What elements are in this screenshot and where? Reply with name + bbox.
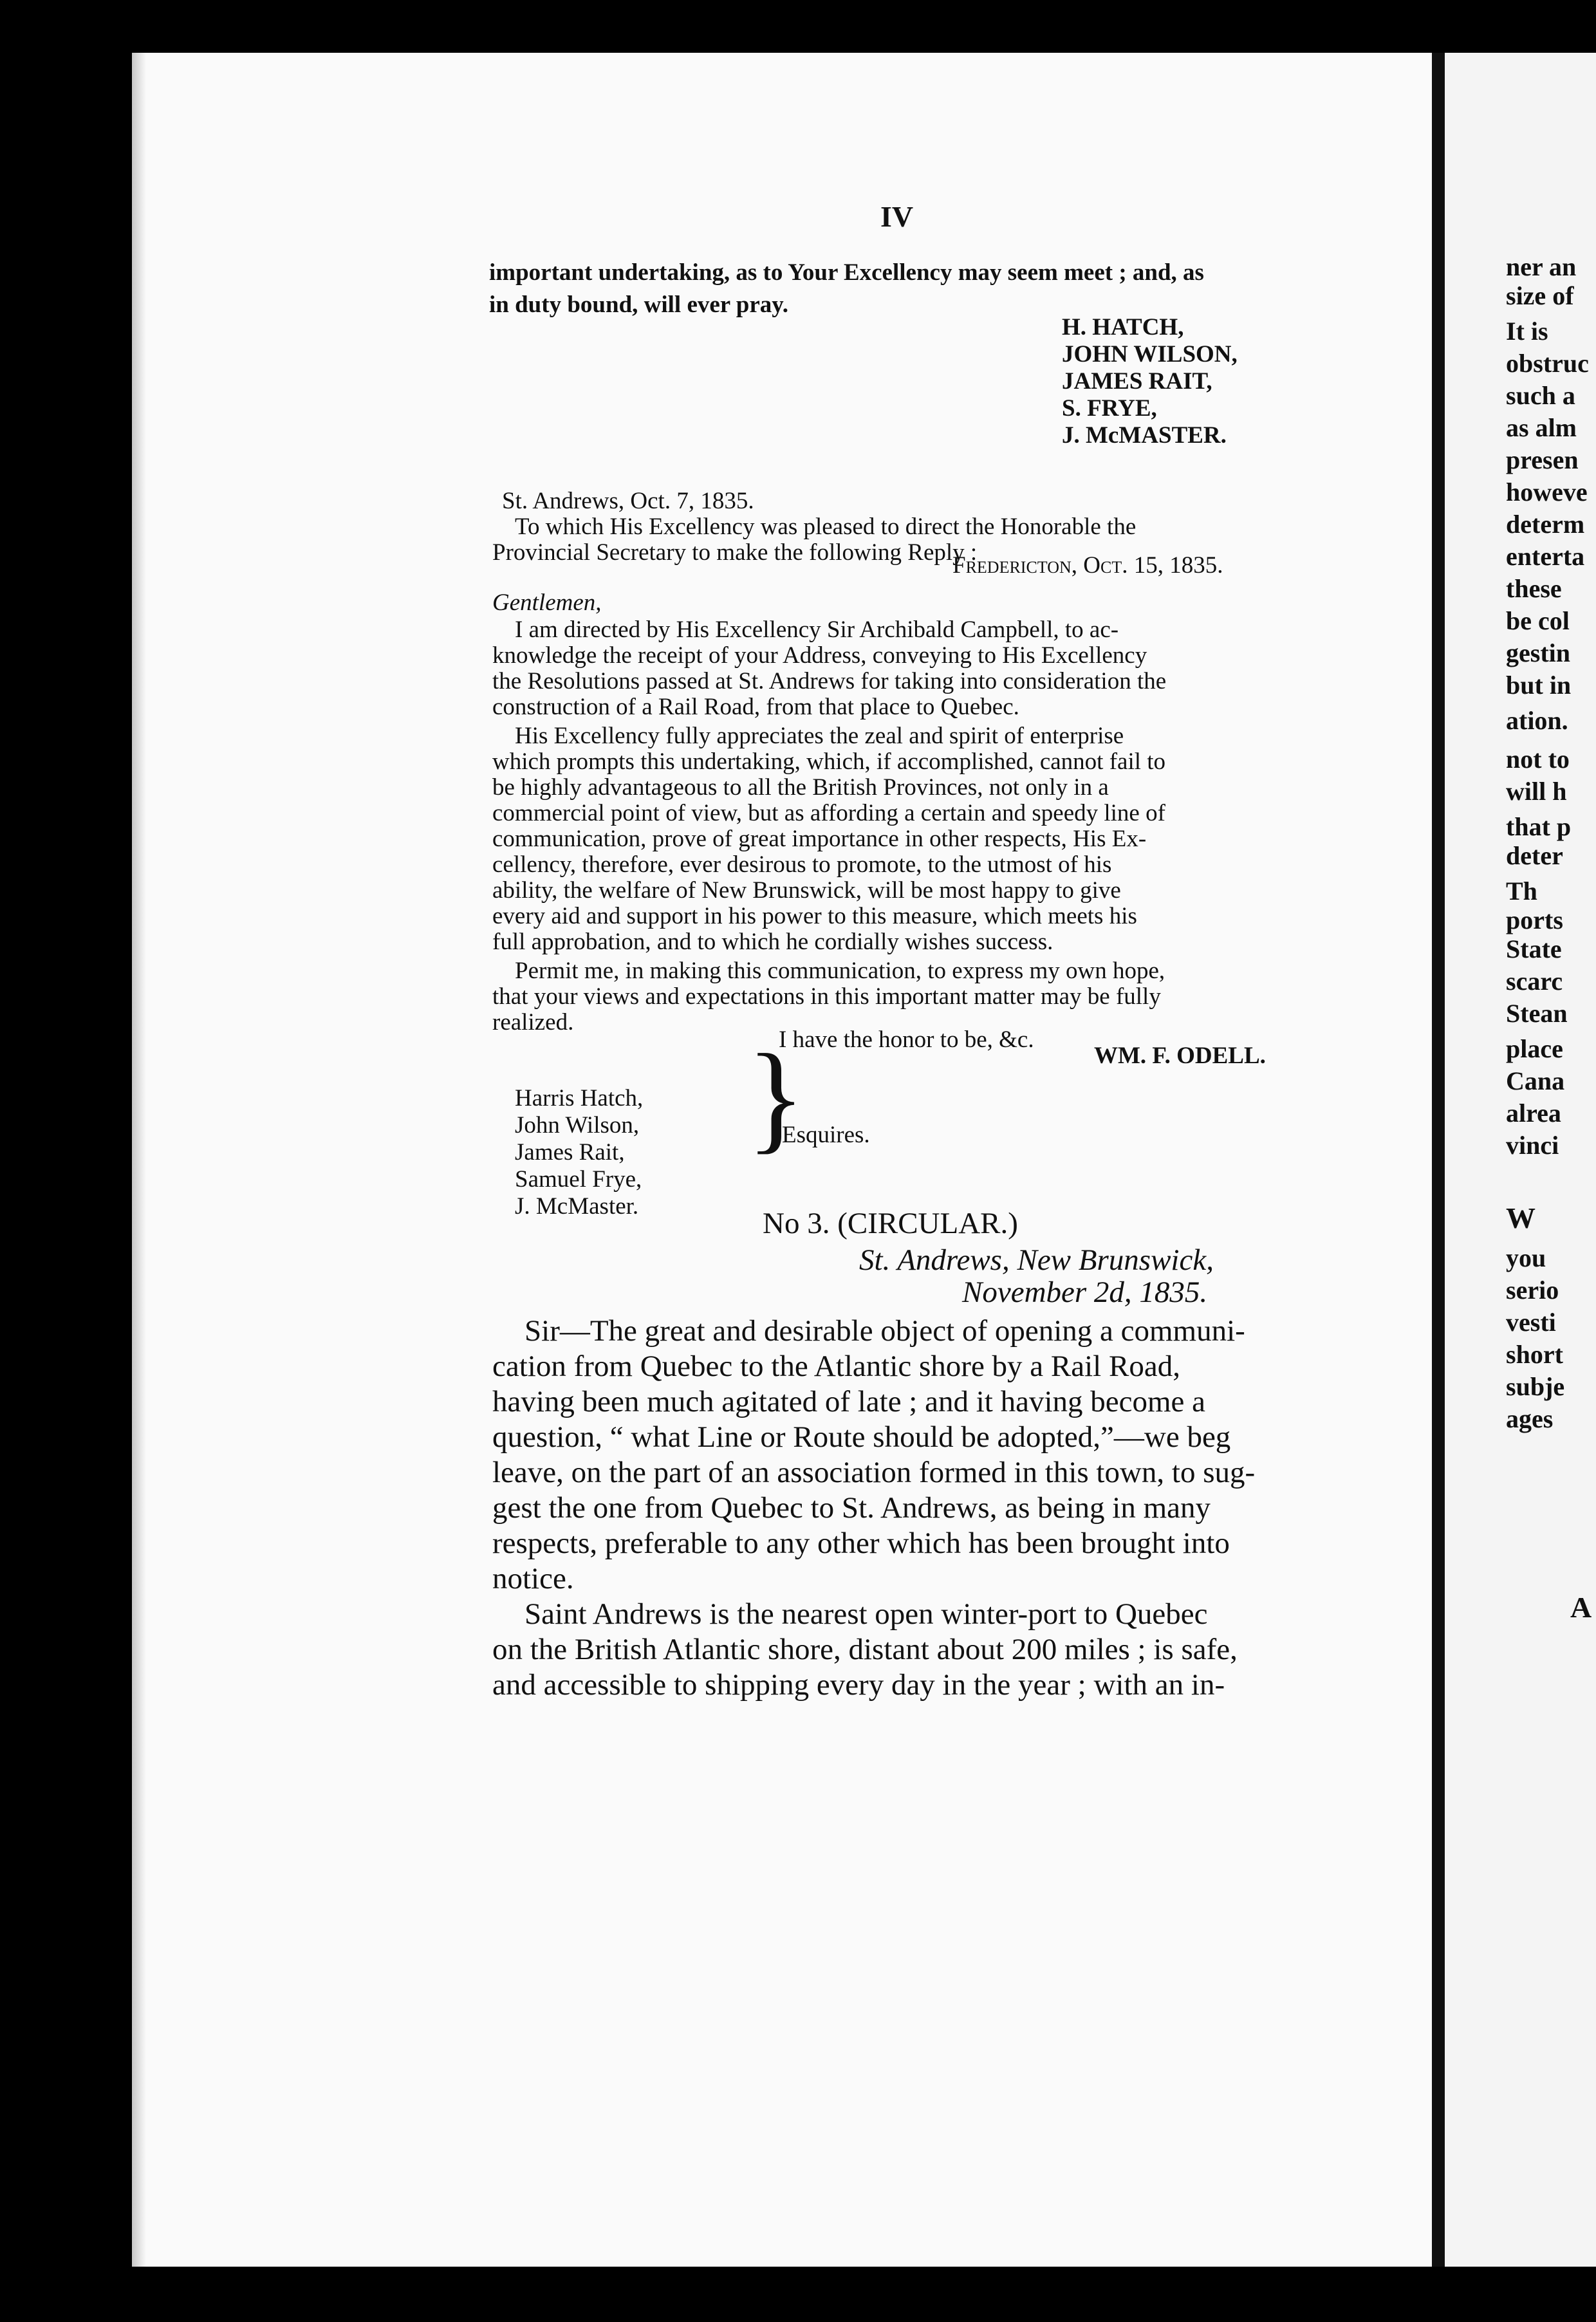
signatory-3: JAMES RAIT, [1062,368,1212,395]
closing-signature: WM. F. ODELL. [1094,1043,1266,1069]
next-page-fragment: these [1506,574,1562,603]
next-page-fragment: subje [1506,1372,1565,1401]
reply-p1-line-2: knowledge the receipt of your Address, conveying to His Excellency [492,642,1147,669]
signatory-2: JOHN WILSON, [1062,341,1238,367]
addressee-4: Samuel Frye, [515,1166,642,1193]
next-page-fragment: deter [1506,841,1563,870]
circular-dateline-1: St. Andrews, New Brunswick, [859,1243,1214,1277]
circular-p1-line-1: Sir—The great and desirable object of opening a communi- [524,1314,1245,1348]
circular-p1-line-4: question, “ what Line or Route should be adopted,”—we beg [492,1420,1231,1454]
addressee-1: Harris Hatch, [515,1085,644,1111]
next-page-fragment: as alm [1506,413,1577,442]
signatory-5: J. McMASTER. [1062,422,1227,449]
intro-line-1: To which His Excellency was pleased to direct the Honorable the [515,514,1137,540]
curly-brace-icon: } [747,1030,806,1165]
intro-line-2: Provincial Secretary to make the following Reply : [492,539,978,566]
next-page-fragment: W [1506,1202,1536,1234]
next-page-fragment: howeve [1506,478,1588,506]
circular-p1-line-6: gest the one from Quebec to St. Andrews, as being in many [492,1491,1211,1525]
place-date: St. Andrews, Oct. 7, 1835. [502,488,754,514]
next-page-fragment: size of [1506,281,1574,310]
reply-p2-line-6: cellency, therefore, ever desirous to promote, to the utmost of his [492,851,1112,878]
next-page-fragment: determ [1506,510,1585,539]
reply-p2-line-7: ability, the welfare of New Brunswick, will be most happy to give [492,877,1121,904]
next-page-fragment: vinci [1506,1131,1559,1160]
next-page-fragment: short [1506,1340,1563,1369]
page-edge-shadow [132,53,146,2267]
circular-p1-line-5: leave, on the part of an association formed in this town, to sug- [492,1456,1256,1489]
reply-p1-line-4: construction of a Rail Road, from that place to Quebec. [492,694,1019,720]
reply-p2-line-9: full approbation, and to which he cordially wishes success. [492,929,1053,955]
next-page-fragment: place [1506,1034,1563,1063]
next-page-fragment: Cana [1506,1066,1565,1095]
addressee-5: J. McMaster. [515,1193,639,1220]
reply-p2-line-1: His Excellency fully appreciates the zeal and spirit of enterprise [515,723,1124,749]
next-page-fragment: ages [1506,1404,1554,1433]
book-gutter [1432,53,1445,2267]
next-page-fragment: It is [1506,317,1548,346]
petition-line-1: important undertaking, as to Your Excellency may seem meet ; and, as [489,259,1204,286]
next-page-fragment: scarc [1506,967,1563,996]
addressee-title: Esquires. [782,1122,870,1148]
reply-dateline: Fredericton, Oct. 15, 1835. [952,552,1223,579]
circular-p2-line-3: and accessible to shipping every day in the year ; with an in- [492,1668,1225,1702]
next-page-fragment: A [1570,1591,1592,1624]
petition-line-2: in duty bound, will ever pray. [489,292,789,318]
circular-heading: No 3. (CIRCULAR.) [763,1207,1018,1240]
next-page-fragment: but in [1506,671,1572,700]
next-page-fragment: not to [1506,745,1570,774]
next-page-fragment: ner an [1506,252,1577,281]
next-page-fragment: gestin [1506,638,1570,667]
reply-p2-line-4: commercial point of view, but as affording a certain and speedy line of [492,800,1165,826]
reply-p2-line-2: which prompts this undertaking, which, if accomplished, cannot fail to [492,748,1166,775]
circular-p1-line-7: respects, preferable to any other which has been brought into [492,1527,1230,1560]
next-page-fragment: State [1506,934,1562,963]
signatory-4: S. FRYE, [1062,395,1157,422]
reply-p2-line-8: every aid and support in his power to this measure, which meets his [492,903,1137,929]
next-page-fragment: Stean [1506,999,1568,1028]
reply-p3-line-3: realized. [492,1009,574,1036]
circular-p1-line-8: notice. [492,1562,574,1595]
circular-dateline-2: November 2d, 1835. [962,1276,1208,1309]
reply-p3-line-2: that your views and expectations in this important matter may be fully [492,983,1161,1010]
circular-p1-line-2: cation from Quebec to the Atlantic shore by a Rail Road, [492,1350,1180,1383]
next-page-fragment: alrea [1506,1099,1561,1128]
reply-p1-line-3: the Resolutions passed at St. Andrews for taking into consideration the [492,668,1167,694]
circular-p2-line-1: Saint Andrews is the nearest open winter-port to Quebec [524,1597,1208,1631]
reply-p1-line-1: I am directed by His Excellency Sir Archibald Campbell, to ac- [515,617,1119,643]
next-page-fragment: serio [1506,1276,1559,1305]
reply-p2-line-5: communication, prove of great importance in other respects, His Ex- [492,826,1147,852]
next-page-fragment: will h [1506,777,1567,806]
next-page-fragment: ports [1506,906,1563,934]
next-page-fragment: Th [1506,877,1537,906]
circular-p1-line-3: having been much agitated of late ; and it having become a [492,1385,1206,1418]
next-page-fragment: ation. [1506,706,1568,735]
next-page-fragment: obstruc [1506,349,1589,378]
circular-p2-line-2: on the British Atlantic shore, distant about 200 miles ; is safe, [492,1633,1238,1666]
reply-p2-line-3: be highly advantageous to all the British Provinces, not only in a [492,774,1109,801]
next-page-fragment: enterta [1506,542,1585,571]
next-page-fragment: you [1506,1243,1546,1272]
signatory-1: H. HATCH, [1062,314,1184,340]
next-page-fragment: presen [1506,445,1579,474]
page-number: IV [880,200,914,233]
next-page-fragment: be col [1506,606,1570,635]
salutation: Gentlemen, [492,590,602,616]
next-page-fragment: such a [1506,381,1575,410]
next-page-fragment: that p [1506,812,1572,841]
addressee-2: John Wilson, [515,1112,640,1138]
next-page-fragment: vesti [1506,1308,1556,1337]
reply-p3-line-1: Permit me, in making this communication, to express my own hope, [515,958,1165,984]
addressee-3: James Rait, [515,1139,625,1166]
closing: I have the honor to be, &c. [779,1026,1034,1053]
